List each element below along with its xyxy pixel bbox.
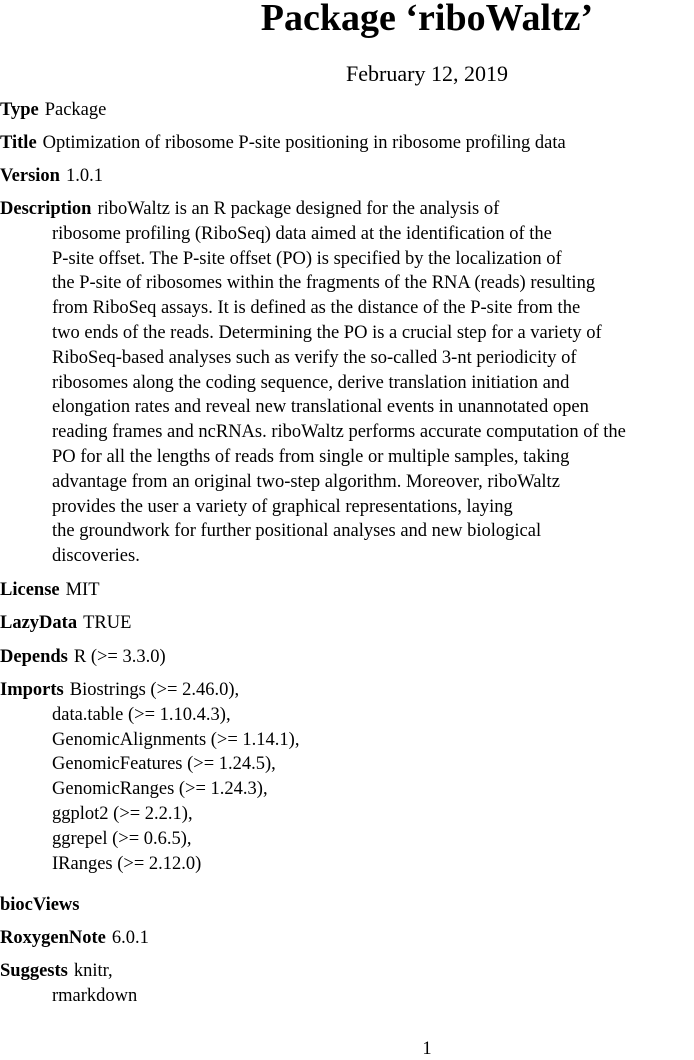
field-depends [0,645,694,670]
field-value: Optimization of ribosome P-site positioning in ribosome profiling data [42,133,566,153]
field-version [0,164,694,189]
import-line: GenomicFeatures (>= 1.24.5), [52,754,276,775]
description-line: provides the user a variety of graphical representations, laying [52,496,513,517]
field-value: 1.0.1 [65,166,103,186]
description-line: from RiboSeq assays. It is defined as the distance of the P-site from the [52,298,581,319]
import-line: IRanges (>= 2.12.0) [52,853,202,874]
field-imports [0,678,694,876]
description-line: riboWaltz is an R package designed for the analysis of [97,199,500,219]
description-line: discoveries. [52,546,140,567]
field-roxygennote [0,926,694,951]
field-label: Description [0,199,92,219]
field-label: Version [0,166,60,186]
field-biocviews [0,893,694,918]
field-label: Type [0,100,39,120]
description-line: reading frames and ncRNAs. riboWaltz performs accurate computation of the [52,422,626,443]
description-line: P-site offset. The P-site offset (PO) is specified by the localization of [52,248,562,269]
field-license [0,578,694,603]
field-label: Suggests [0,961,68,981]
package-title: Package ‘riboWaltz’ [260,0,594,39]
description-line: PO for all the lengths of reads from single or multiple samples, taking [52,446,570,467]
field-value: R (>= 3.3.0) [73,647,166,667]
field-suggests [0,959,694,1009]
field-label: RoxygenNote [0,928,106,948]
import-line: GenomicAlignments (>= 1.14.1), [52,729,300,750]
description-line: ribosome profiling (RiboSeq) data aimed at the identification of the [52,223,552,244]
description-line: advantage from an original two-step algorithm. Moreover, riboWaltz [52,471,560,492]
description-line: RiboSeq-based analyses such as verify the so-called 3-nt periodicity of [52,347,577,368]
field-lazydata [0,611,694,636]
import-line: Biostrings (>= 2.46.0), [69,680,240,700]
description-line: the P-site of ribosomes within the fragments of the RNA (reads) resulting [52,273,596,294]
field-label: biocViews [0,895,80,915]
field-label: Title [0,133,37,153]
description-line: elongation rates and reveal new translational events in unannotated open [52,397,589,418]
suggest-line: knitr, [73,961,113,981]
field-label: Imports [0,680,64,700]
package-date: February 12, 2019 [346,61,508,86]
field-description [0,197,694,569]
description-line: the groundwork for further positional analyses and new biological [52,521,542,542]
import-line: GenomicRanges (>= 1.24.3), [52,779,268,800]
description-line: two ends of the reads. Determining the PO is a crucial step for a variety of [52,322,602,343]
import-line: ggplot2 (>= 2.2.1), [52,803,193,824]
description-line: ribosomes along the coding sequence, derive translation initiation and [52,372,570,393]
field-title [0,131,694,156]
field-value: MIT [65,580,100,600]
field-type [0,98,694,123]
import-line: data.table (>= 1.10.4.3), [52,704,231,725]
import-line: ggrepel (>= 0.6.5), [52,828,192,849]
field-label: License [0,580,60,600]
page-number: 1 [422,1039,432,1059]
field-label: LazyData [0,613,78,633]
field-value: 6.0.1 [111,928,149,948]
field-value: Package [44,100,107,120]
field-label: Depends [0,647,68,667]
field-value: TRUE [83,613,132,633]
suggest-line: rmarkdown [52,985,138,1006]
